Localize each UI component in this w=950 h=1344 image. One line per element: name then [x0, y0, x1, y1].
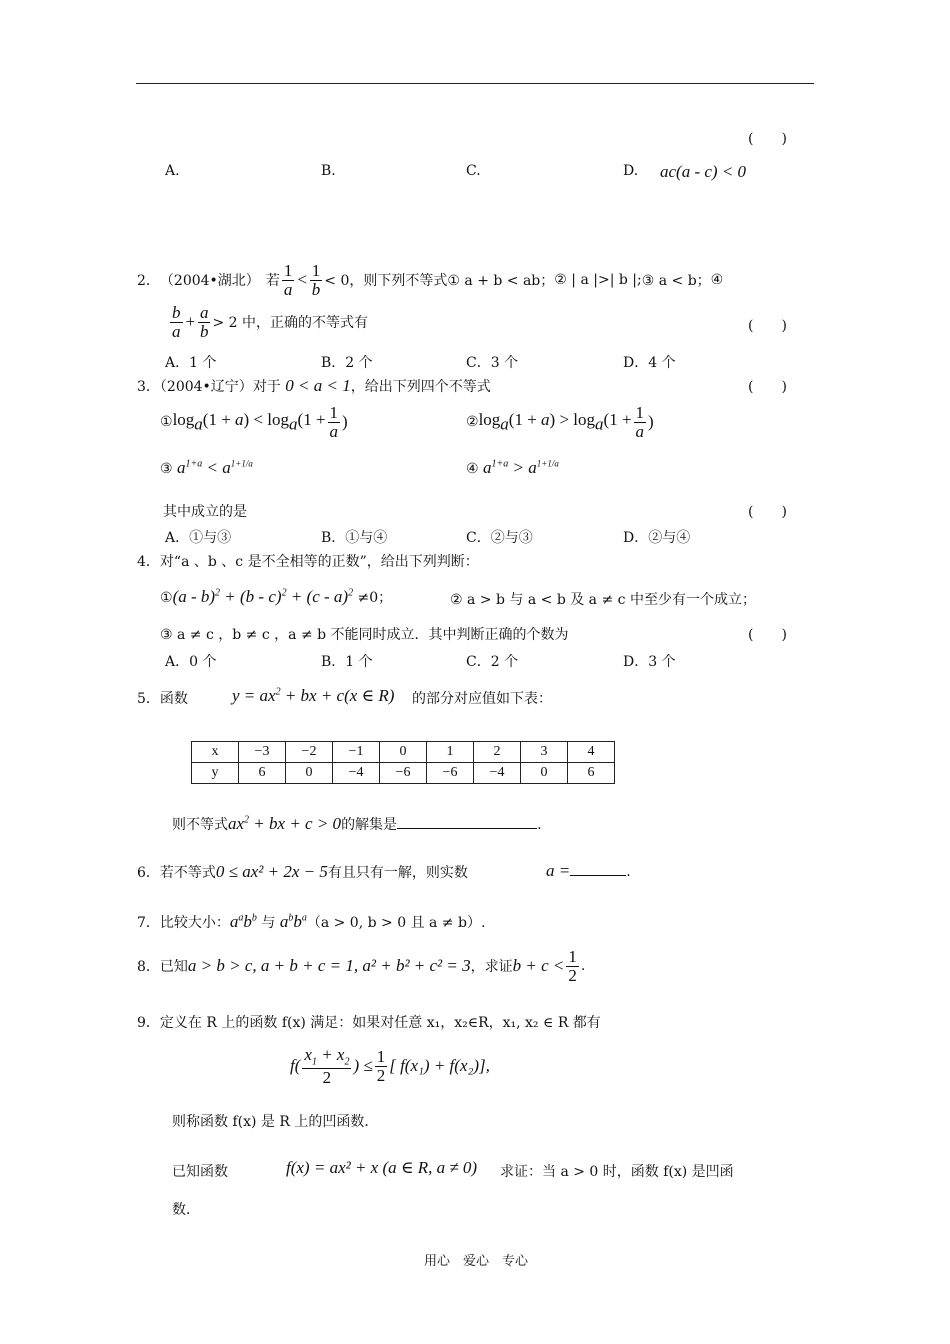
q2-option-a: A．1 个 — [165, 355, 217, 371]
q2-line2-tail: > 2 中，正确的不等式有 — [212, 315, 369, 332]
fraction-a-over-b: $\frac{a}{b}$ — [199, 303, 209, 341]
q7-mid: 与 — [261, 915, 276, 931]
q6-number: 6． — [137, 865, 160, 881]
q3-inequality-2: ② $\log_a(1 + a) > \log_a(1$ + $\frac{1}{a}$ ) — [466, 403, 654, 441]
page-footer: 用心 爱心 专心 — [424, 1254, 529, 1269]
q2-item-4-mark: ④ — [710, 272, 724, 289]
table-cell: −6 — [427, 763, 474, 784]
table-cell: −4 — [333, 763, 380, 784]
q1-option-d: D. — [623, 163, 639, 179]
q4-number: 4． — [137, 554, 160, 570]
q3-source: （2004•辽宁） — [159, 379, 253, 395]
q3-answer-paren: ( ) — [748, 379, 787, 395]
table-cell: 0 — [286, 763, 333, 784]
q2-item-3: ③ a < b； — [641, 273, 711, 290]
q4-option-d: D．3 个 — [623, 654, 676, 670]
q2-condition-tail: < 0，则下列不等式 — [324, 273, 448, 290]
q3-inequality-3: ③ $a^{1+a} < a^{1+1/a}$ — [160, 458, 253, 477]
q5-ask-end: . — [537, 817, 542, 833]
q9-formula-tail: [ f(x₁) + f(x₂)], — [389, 1056, 490, 1076]
table-header-y: y — [192, 763, 239, 784]
q5-number: 5． — [137, 691, 160, 707]
q3-option-c: C．②与③ — [466, 530, 533, 546]
q9-line-4-pre: 已知函数 — [172, 1164, 228, 1180]
question-2-line-1: 2． （2004•湖北） 若 $\frac{1}{a}$ < $\frac{1}{b}$ < 0，则下列不等式 ① a + b < ab； ② | a |>| b |; ③ a < b； ④ — [137, 261, 724, 299]
question-7: 7．比较大小：$a^ab^b$ 与 $a^bb^a(a > 0$, b > 0 且 a ≠ b）. — [137, 912, 486, 931]
table-cell: 1 — [427, 742, 474, 763]
q3-answer-paren-2: ( ) — [748, 504, 787, 520]
q3-stem-tail: ，给出下列四个不等式 — [350, 379, 491, 395]
q1-option-c: C. — [466, 163, 481, 179]
q8-mid: ，求证 — [470, 959, 513, 976]
q1-option-a: A. — [165, 163, 180, 179]
q9-number: 9． — [137, 1015, 160, 1031]
q2-answer-paren: ( ) — [748, 318, 787, 334]
table-row-y — [192, 763, 615, 784]
value-table — [191, 741, 615, 784]
q1-answer-paren: ( ) — [748, 131, 787, 147]
q6-pre: 若不等式 — [159, 865, 216, 881]
q9-line-4-tail: 求证：当 a > 0 时，函数 f(x) 是凹函 — [500, 1164, 734, 1180]
q8-pre: 已知 — [159, 959, 188, 976]
table-cell: −6 — [380, 763, 427, 784]
q4-judgement-2: ② a > b 与 a < b 及 a ≠ c 中至少有一个成立； — [450, 592, 756, 608]
question-5-stem — [137, 688, 188, 708]
q4-option-c: C．2 个 — [466, 654, 519, 670]
q2-option-c: C．3 个 — [466, 355, 519, 371]
table-cell: 2 — [474, 742, 521, 763]
q3-mark-1: ① — [160, 414, 173, 431]
answer-blank[interactable] — [570, 875, 626, 876]
table-cell: 3 — [521, 742, 568, 763]
q3-option-d: D．②与④ — [623, 530, 691, 546]
q3-option-b: B．①与④ — [321, 530, 388, 546]
q3-condition: 0 < a < 1 — [285, 376, 351, 395]
q9-line-5: 数． — [172, 1202, 200, 1218]
q4-stem: 对“a 、b 、c 是不全相等的正数”，给出下列判断： — [159, 554, 479, 570]
q6-answer — [546, 861, 631, 881]
q2-if: 若 — [265, 273, 280, 290]
q2-item-2: ② | a |>| b |; — [554, 272, 642, 289]
q4-option-b: B．1 个 — [321, 654, 373, 670]
table-cell: −1 — [333, 742, 380, 763]
table-cell: −4 — [474, 763, 521, 784]
q3-which-text: 其中成立的是 — [163, 504, 247, 520]
q4-judgement-1-tail: ≠0； — [357, 590, 393, 606]
q9-line-3: 则称函数 f(x) 是 R 上的凹函数． — [172, 1114, 379, 1130]
q3-stem: 对于 — [252, 379, 281, 395]
table-row-x — [192, 742, 615, 763]
table-cell: 6 — [239, 763, 286, 784]
q7-pre: 比较大小： — [159, 915, 230, 931]
q6-expression: 0 ≤ ax² + 2x − 5 — [215, 862, 328, 881]
q5-stem-tail: 的部分对应值如下表： — [412, 691, 552, 707]
header-rule — [136, 83, 814, 84]
answer-blank[interactable] — [397, 828, 537, 829]
q2-item-1: ① a + b < ab； — [447, 273, 555, 290]
q4-judgement-1: ①(a - b)$^2$ + (b - c)$^2$ + (c - a)$^2$ ≠0； — [160, 587, 393, 606]
q5-ask-pre: 则不等式 — [172, 817, 228, 833]
table-cell: 4 — [568, 742, 615, 763]
q3-mark-3: ③ — [160, 461, 173, 477]
q7-number: 7． — [137, 915, 160, 931]
q4-answer-paren: ( ) — [748, 627, 787, 643]
q3-inequality-4: ④ $a^{1+a} > a^{1+1/a}$ — [466, 458, 559, 477]
fraction-midpoint: $\frac{x_1 + x_2}{2}$ — [304, 1045, 350, 1087]
table-cell: 0 — [380, 742, 427, 763]
q9-convexity-formula: f( $\frac{x_1 + x_2}{2}$ ) ≤ $\frac{1}{2}$ [ f(x₁) + f(x₂)], — [290, 1045, 490, 1087]
question-9-line-1 — [137, 1012, 601, 1032]
table-header-x: x — [192, 742, 239, 763]
q4-option-a: A．0 个 — [165, 654, 217, 670]
q9-line-4-expression: f(x) = ax² + x (a ∈ R, a ≠ 0) — [286, 1158, 478, 1177]
question-4-stem — [137, 551, 479, 571]
fraction-b-over-a: $\frac{b}{a}$ — [172, 303, 181, 341]
q1-option-b: B. — [321, 163, 336, 179]
q6-end: . — [626, 864, 631, 880]
fraction-1-over-a: $\frac{1}{a}$ — [283, 261, 293, 299]
table-cell: −2 — [286, 742, 333, 763]
q2-source: （2004•湖北） — [159, 273, 260, 290]
question-8 — [137, 948, 585, 985]
q5-ask: 则不等式$ax^2$ + bx + c > 0的解集是 . — [172, 814, 542, 833]
table-cell: 6 — [568, 763, 615, 784]
q3-mark-4: ④ — [466, 461, 479, 477]
q4-judgement-3: ③ a ≠ c ，b ≠ c ，a ≠ b 不能同时成立．其中判断正确的个数为 — [160, 627, 569, 643]
table-cell: −3 — [239, 742, 286, 763]
q3-option-a: A．①与③ — [165, 530, 232, 546]
q6-mid: 有且只有一解，则实数 — [327, 865, 468, 881]
q8-number: 8． — [137, 959, 160, 976]
q7-condition: （a > 0, b > 0 且 a ≠ b）. — [306, 915, 486, 931]
q2-option-d: D．4 个 — [623, 355, 676, 371]
question-2-line-2: $\frac{b}{a}$ + $\frac{a}{b}$ > 2 中，正确的不等式有 — [172, 303, 369, 341]
q5-ask-tail: 的解集是 — [341, 817, 398, 833]
q1-option-d-expression: ac(a - c) < 0 — [660, 162, 747, 181]
q5-word: 函数 — [159, 691, 188, 707]
question-6 — [137, 862, 468, 882]
q2-number: 2． — [137, 273, 160, 290]
q3-mark-2: ② — [466, 414, 479, 431]
q2-option-b: B．2 个 — [321, 355, 373, 371]
q6-variable: a = — [546, 861, 571, 880]
q3-inequality-1: ① $\log_a(1 + a) < \log_a(1$ + $\frac{1}{a}$ ) — [160, 403, 348, 441]
q8-expression: a > b > c, a + b + c = 1, a² + b² + c² = 3 — [187, 956, 471, 976]
q8-goal: b + c < — [512, 956, 565, 976]
q3-number: 3． — [137, 379, 160, 395]
fraction-1-over-b: $\frac{1}{b}$ — [311, 261, 321, 299]
q5-function: $y = ax^2$ + bx + c(x ∈ R) — [232, 686, 395, 705]
q8-end: . — [580, 958, 586, 975]
table-cell: 0 — [521, 763, 568, 784]
fraction-1-over-2: $\frac{1}{2}$ — [568, 947, 577, 985]
q9-line-1: 定义在 R 上的函数 f(x) 满足：如果对任意 x₁，x₂∈R，x₁, x₂ ∈ R 都有 — [159, 1015, 601, 1031]
question-3-stem — [137, 376, 491, 396]
fraction-half: $\frac{1}{2}$ — [376, 1047, 386, 1085]
